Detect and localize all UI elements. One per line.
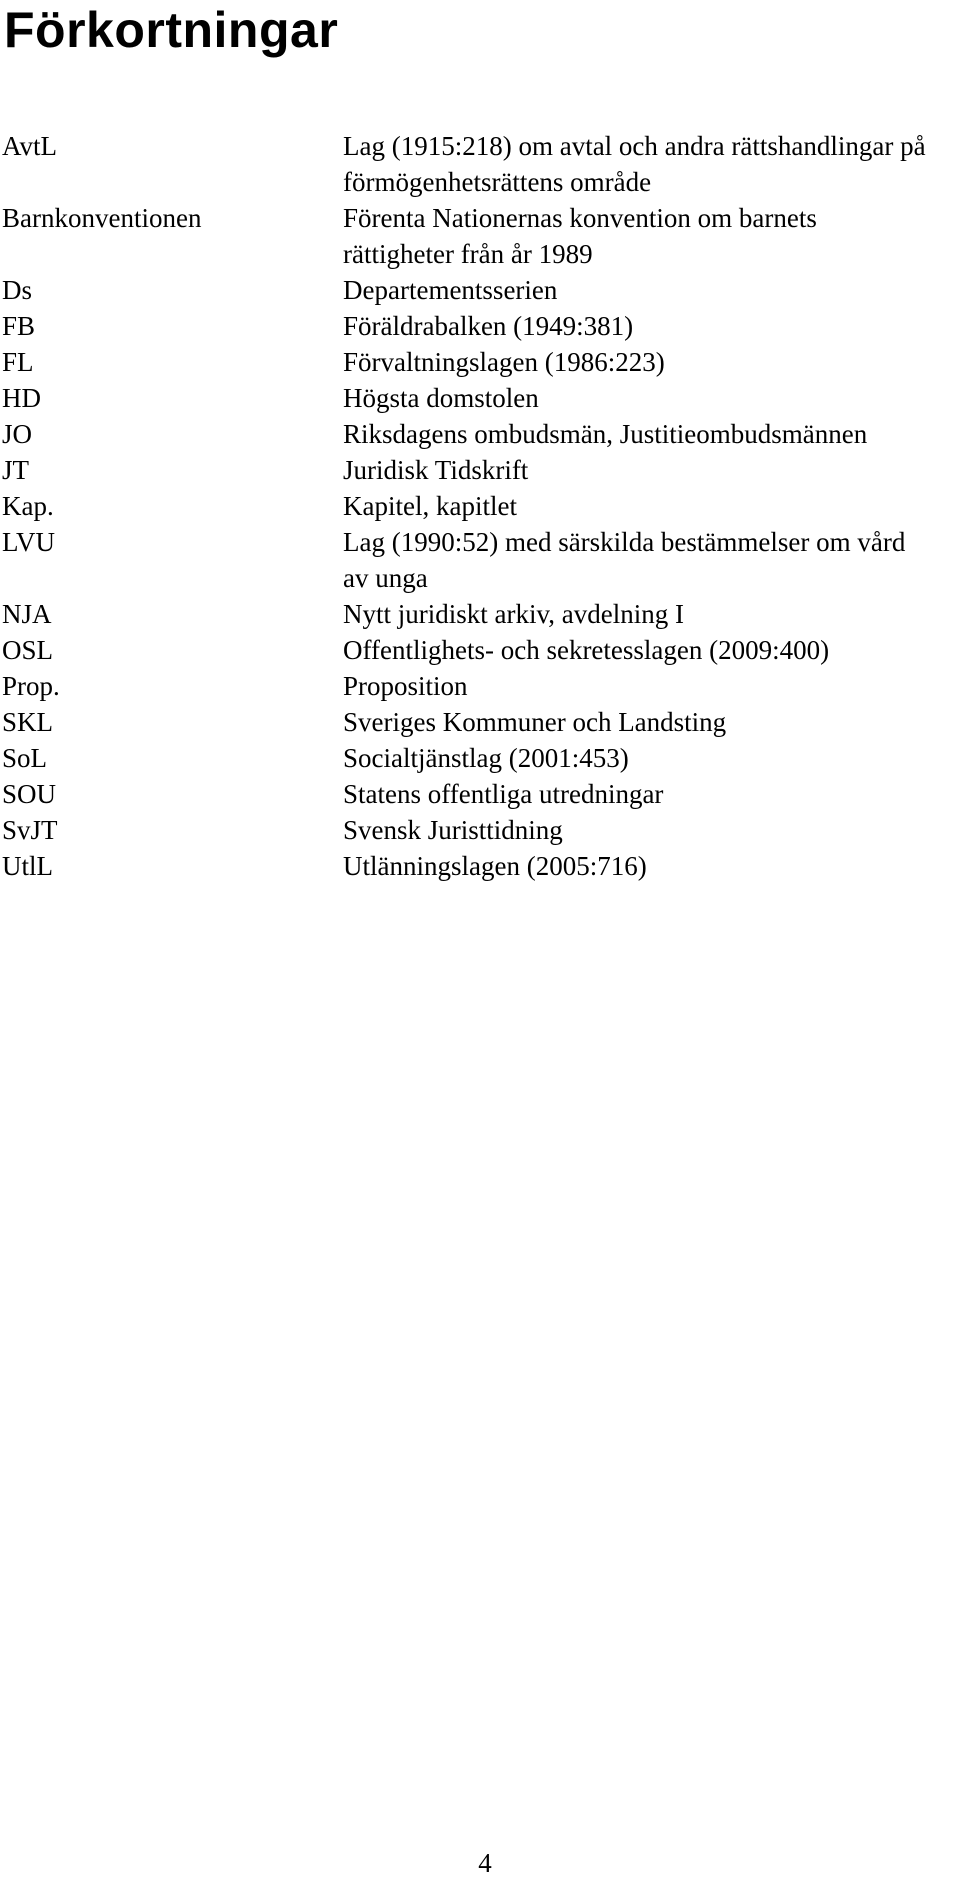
abbreviation-term: FL <box>2 347 34 377</box>
abbreviation-description: Kapitel, kapitlet <box>343 491 517 521</box>
abbreviation-row <box>2 596 952 632</box>
abbreviation-description: Förenta Nationernas konvention om barnets rättigheter från år 1989 <box>343 203 817 269</box>
abbreviation-description: Nytt juridiskt arkiv, avdelning I <box>343 599 684 629</box>
abbreviation-description: Förvaltningslagen (1986:223) <box>343 347 665 377</box>
abbreviation-row <box>2 812 952 848</box>
abbreviation-row <box>2 416 952 452</box>
abbreviation-row <box>2 776 952 812</box>
abbreviation-description: Lag (1990:52) med särskilda bestämmelser om vård av unga <box>343 527 906 593</box>
abbreviation-term: Ds <box>2 275 33 305</box>
page-number: 4 <box>478 1848 492 1878</box>
abbreviation-row <box>2 308 952 344</box>
abbreviation-row <box>2 452 952 488</box>
abbreviation-description: Föräldrabalken (1949:381) <box>343 311 634 341</box>
abbreviation-term: Kap. <box>2 491 54 521</box>
abbreviation-term: Barnkonventionen <box>2 203 202 233</box>
abbreviation-description: Offentlighets- och sekretesslagen (2009:400) <box>343 635 830 665</box>
abbreviation-description: Högsta domstolen <box>343 383 539 413</box>
abbreviation-row <box>2 380 952 416</box>
abbreviation-description: Juridisk Tidskrift <box>343 455 529 485</box>
abbreviation-term: SvJT <box>2 815 58 845</box>
abbreviation-description: Svensk Juristtidning <box>343 815 563 845</box>
abbreviation-description: Statens offentliga utredningar <box>343 779 664 809</box>
abbreviation-term: UtlL <box>2 851 53 881</box>
abbreviation-row <box>2 344 952 380</box>
abbreviation-description: Departementsserien <box>343 275 558 305</box>
abbreviation-description: Socialtjänstlag (2001:453) <box>343 743 629 773</box>
abbreviation-term: AvtL <box>2 131 57 161</box>
abbreviation-row <box>2 704 952 740</box>
abbreviation-term: OSL <box>2 635 54 665</box>
abbreviation-row <box>2 488 952 524</box>
abbreviation-term: JO <box>2 419 33 449</box>
abbreviation-description: Riksdagens ombudsmän, Justitieombudsmännen <box>343 419 868 449</box>
abbreviation-row <box>2 632 952 668</box>
abbreviation-description: Proposition <box>343 671 468 701</box>
abbreviation-description: Utlänningslagen (2005:716) <box>343 851 647 881</box>
abbreviation-term: SOU <box>2 779 57 809</box>
page-title: Förkortningar <box>4 2 339 58</box>
abbreviation-term: Prop. <box>2 671 60 701</box>
abbreviation-term: FB <box>2 311 36 341</box>
abbreviation-description: Sveriges Kommuner och Landsting <box>343 707 727 737</box>
abbreviation-term: JT <box>2 455 29 485</box>
abbreviation-row <box>2 200 952 272</box>
abbreviation-row <box>2 128 952 200</box>
abbreviation-list <box>2 128 952 884</box>
abbreviation-row <box>2 668 952 704</box>
abbreviation-row <box>2 524 952 596</box>
abbreviation-term: NJA <box>2 599 52 629</box>
abbreviation-term: LVU <box>2 527 56 557</box>
abbreviation-term: SKL <box>2 707 54 737</box>
abbreviation-term: HD <box>2 383 41 413</box>
abbreviation-term: SoL <box>2 743 48 773</box>
abbreviation-row <box>2 740 952 776</box>
abbreviation-row <box>2 272 952 308</box>
abbreviation-description: Lag (1915:218) om avtal och andra rättshandlingar på förmögenhetsrättens område <box>343 131 926 197</box>
abbreviation-row <box>2 848 952 884</box>
